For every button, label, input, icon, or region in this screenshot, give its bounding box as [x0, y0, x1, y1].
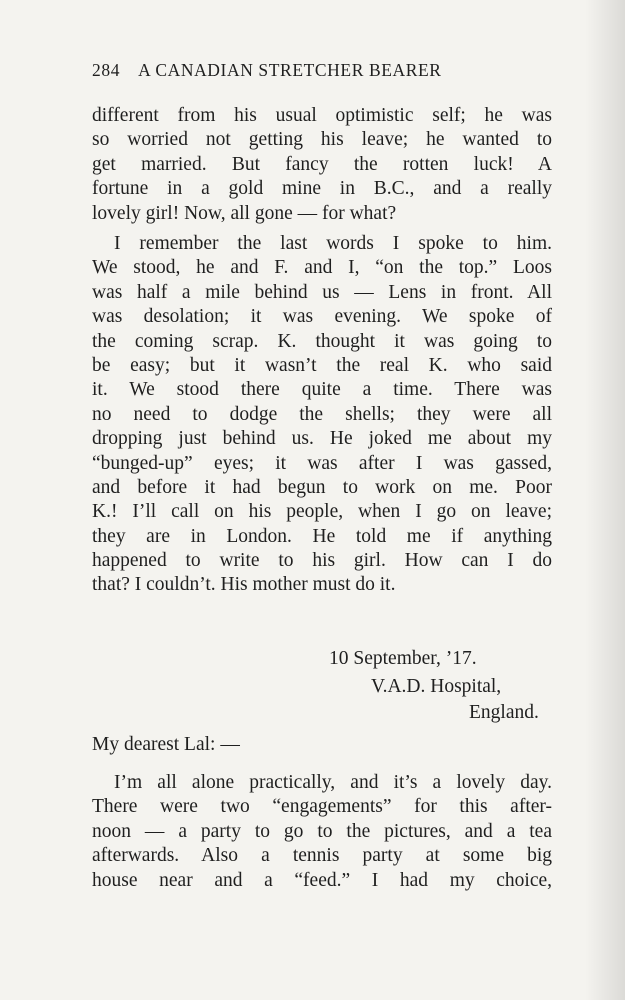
- text-line: so worried not getting his leave; he wanted to: [92, 129, 552, 151]
- page-edge-shadow: [585, 0, 625, 1000]
- text-line: dropping just behind us. He joked me about my: [92, 428, 552, 450]
- paragraph-1: [92, 104, 552, 226]
- page-number: 284: [92, 60, 121, 80]
- text-line: and before it had begun to work on me. Poor: [92, 476, 552, 498]
- paragraph-3: [92, 771, 552, 893]
- salutation-block: [92, 733, 552, 757]
- text-line: it. We stood there quite a time. There was: [92, 379, 552, 401]
- text-line: they are in London. He told me if anything: [92, 525, 552, 547]
- text-line: house near and a “feed.” I had my choice,: [92, 869, 552, 891]
- text-line: was desolation; it was evening. We spoke of: [92, 306, 552, 328]
- text-line: no need to dodge the shells; they were all: [92, 403, 552, 425]
- text-line: noon — a party to go to the pictures, and a tea: [92, 820, 552, 842]
- text-line: lovely girl! Now, all gone — for what?: [92, 202, 397, 224]
- text-line: happened to write to his girl. How can I do: [92, 550, 552, 572]
- text-line: “bunged-up” eyes; it was after I was gassed,: [92, 452, 552, 474]
- text-line: the coming scrap. K. thought it was going to: [92, 330, 552, 352]
- text-line: be easy; but it wasn’t the real K. who said: [92, 354, 552, 376]
- text-line: different from his usual optimistic self; he was: [92, 105, 552, 126]
- text-line: that? I couldn’t. His mother must do it.: [92, 574, 396, 596]
- text-line: was half a mile behind us — Lens in front. All: [92, 281, 552, 303]
- text-line: I remember the last words I spoke to him.: [114, 233, 552, 254]
- text-line: get married. But fancy the rotten luck! A: [92, 153, 552, 175]
- text-line: There were two “engagements” for this after-: [92, 796, 552, 818]
- text-line: We stood, he and F. and I, “on the top.” Loos: [92, 257, 552, 279]
- letter-country: England.: [469, 702, 539, 723]
- letter-date: 10 September, ’17.: [329, 648, 477, 669]
- text-line: fortune in a gold mine in B.C., and a really: [92, 178, 552, 200]
- letter-salutation: My dearest Lal: —: [92, 734, 240, 755]
- text-line: afterwards. Also a tennis party at some big: [92, 845, 552, 867]
- running-header: [92, 60, 552, 81]
- running-title: A CANADIAN STRETCHER BEARER: [138, 60, 442, 80]
- text-line: I’m all alone practically, and it’s a lovely day.: [114, 772, 552, 793]
- paragraph-2: [92, 232, 552, 598]
- text-line: K.! I’ll call on his people, when I go on leave;: [92, 501, 552, 523]
- letter-place: V.A.D. Hospital,: [371, 676, 502, 697]
